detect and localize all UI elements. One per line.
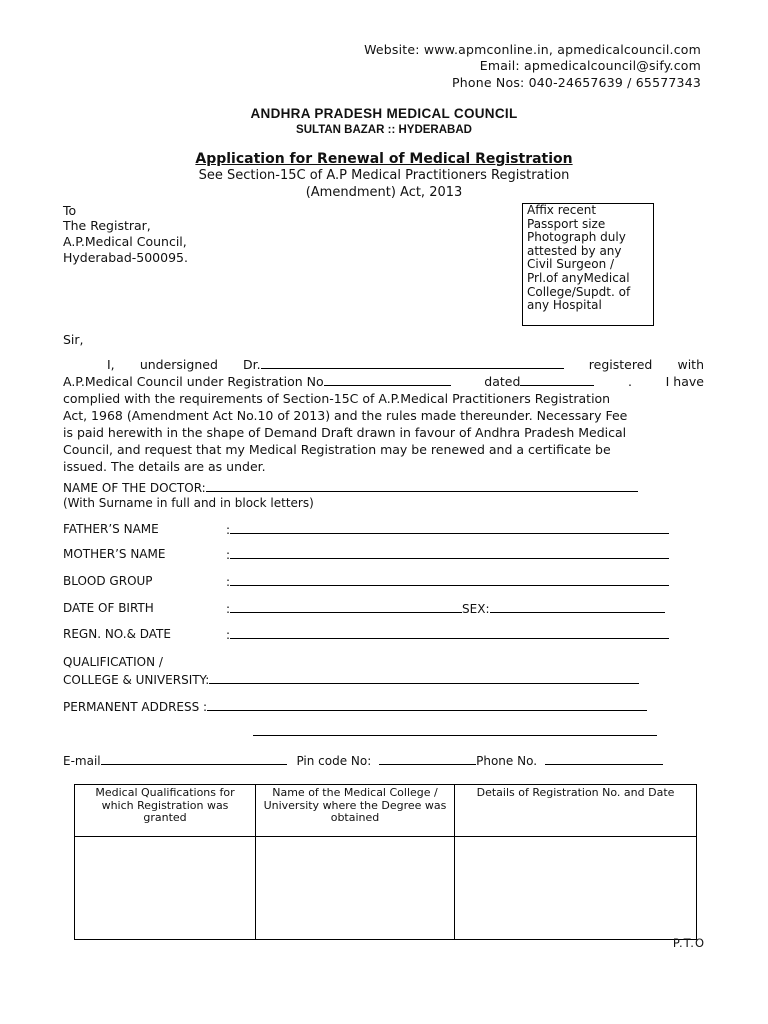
- blood-group-field: [226, 574, 669, 589]
- email-input[interactable]: [101, 753, 287, 765]
- council-name: ANDHRA PRADESH MEDICAL COUNCIL: [250, 106, 518, 121]
- website-line: Website: www.apmconline.in, apmedicalcouncil.com: [364, 42, 701, 57]
- letter-line-5: is paid herewith in the shape of Demand Draft drawn in favour of Andhra Pradesh Medical: [63, 425, 627, 440]
- letter-word: registered: [588, 357, 653, 372]
- qualifications-table: [74, 784, 697, 940]
- salutation: Sir,: [63, 332, 84, 347]
- form-title: Application for Renewal of Medical Registration: [195, 151, 573, 167]
- blood-group-input[interactable]: [230, 574, 669, 586]
- form-subtitle-2: (Amendment) Act, 2013: [305, 185, 463, 200]
- letter-text: A.P.Medical Council under Registration No: [63, 374, 324, 389]
- regn-field: [226, 627, 669, 642]
- table-cell-qualification[interactable]: [75, 837, 256, 940]
- table-header-registration: Details of Registration No. and Date: [455, 785, 697, 837]
- colon: :: [226, 548, 231, 562]
- mother-name-field: [226, 547, 669, 562]
- phone-line: Phone Nos: 040-24657639 / 65577343: [452, 75, 701, 90]
- sex-input[interactable]: [490, 601, 665, 613]
- address-input-1[interactable]: [207, 699, 647, 711]
- table-header-college: Name of the Medical College / University where the Degree was obtained: [256, 785, 455, 837]
- colon: :: [226, 602, 231, 616]
- father-name-field: [226, 522, 669, 537]
- letter-word: undersigned: [139, 357, 218, 372]
- pincode-label: Pin code No:: [296, 754, 372, 768]
- address-field: [63, 699, 647, 714]
- doctor-name-label: NAME OF THE DOCTOR:: [63, 481, 206, 495]
- letter-line-1: [63, 356, 704, 373]
- council-location: SULTAN BAZAR :: HYDERABAD: [296, 124, 472, 136]
- doctor-name-input[interactable]: [206, 480, 638, 492]
- dob-label: DATE OF BIRTH: [63, 601, 154, 615]
- regn-input[interactable]: [230, 627, 669, 639]
- letter-text: .: [628, 374, 633, 389]
- phone-input[interactable]: [545, 753, 663, 765]
- photo-box-line: attested by any: [527, 243, 622, 258]
- college-label: COLLEGE & UNIVERSITY:: [63, 673, 210, 687]
- addressee-title: The Registrar,: [63, 218, 151, 233]
- college-field: [63, 672, 639, 687]
- letter-line-6: Council, and request that my Medical Registration may be renewed and a certificate be: [63, 442, 611, 457]
- registration-no-blank[interactable]: [324, 374, 451, 386]
- letter-word: with: [677, 357, 704, 372]
- colon: :: [226, 628, 231, 642]
- doctor-name-field: [63, 480, 638, 495]
- doctor-name-note: (With Surname in full and in block letters): [63, 496, 314, 510]
- letter-text: dated: [484, 374, 521, 389]
- addressee-org: A.P.Medical Council,: [63, 234, 187, 249]
- qualification-label: QUALIFICATION /: [63, 655, 163, 669]
- sex-label: SEX:: [462, 602, 490, 616]
- father-name-label: FATHER’S NAME: [63, 522, 159, 536]
- photo-box-line: Passport size: [527, 216, 606, 231]
- form-subtitle-1: See Section-15C of A.P Medical Practitioners Registration: [198, 168, 570, 183]
- letter-line-2: [63, 373, 704, 390]
- mother-name-input[interactable]: [230, 547, 669, 559]
- pto-label: P.T.O: [672, 936, 705, 950]
- colon: :: [226, 575, 231, 589]
- college-input[interactable]: [209, 672, 639, 684]
- photo-box-line: College/Supdt. of: [527, 284, 631, 299]
- letter-text: I have: [665, 374, 704, 389]
- letter-word: Dr.: [243, 357, 261, 372]
- email-line: Email: apmedicalcouncil@sify.com: [479, 58, 701, 73]
- contact-field: [63, 753, 663, 768]
- regn-label: REGN. NO.& DATE: [63, 627, 171, 641]
- table-header-row: [75, 785, 697, 837]
- blood-group-label: BLOOD GROUP: [63, 574, 153, 588]
- letter-word: I,: [107, 357, 115, 372]
- phone-label: Phone No.: [476, 754, 538, 768]
- photo-box-line: Affix recent: [527, 203, 597, 217]
- letter-line-4: Act, 1968 (Amendment Act No.10 of 2013) and the rules made thereunder. Necessary Fee: [63, 408, 628, 423]
- addressee-city: Hyderabad-500095.: [63, 250, 188, 265]
- photo-box-line: Civil Surgeon /: [527, 257, 615, 272]
- address-input-2[interactable]: [253, 724, 657, 736]
- address-label: PERMANENT ADDRESS :: [63, 700, 208, 714]
- table-cell-registration[interactable]: [455, 837, 697, 940]
- table-header-qualification: Medical Qualifications for which Registration was granted: [75, 785, 256, 837]
- letter-body: [63, 356, 704, 475]
- letter-line-3: complied with the requirements of Section-15C of A.P.Medical Practitioners Registration: [63, 391, 611, 406]
- table-cell-college[interactable]: [256, 837, 455, 940]
- letter-line-7: issued. The details are as under.: [63, 459, 266, 474]
- email-label: E-mail: [63, 754, 101, 768]
- father-name-input[interactable]: [230, 522, 669, 534]
- photo-box-line: any Hospital: [527, 298, 602, 313]
- registration-date-blank[interactable]: [520, 374, 594, 386]
- table-row: [75, 837, 697, 940]
- dob-field: [226, 601, 665, 616]
- photo-box-line: Prl.of anyMedical: [527, 270, 630, 285]
- colon: :: [226, 523, 231, 537]
- dob-input[interactable]: [230, 601, 462, 613]
- mother-name-label: MOTHER’S NAME: [63, 547, 166, 561]
- address-line-2: [253, 724, 657, 739]
- pincode-input[interactable]: [379, 753, 476, 765]
- addressee-to: To: [63, 203, 77, 218]
- doctor-name-blank[interactable]: [261, 357, 564, 369]
- photo-box: [522, 203, 654, 326]
- photo-box-line: Photograph duly: [527, 230, 626, 245]
